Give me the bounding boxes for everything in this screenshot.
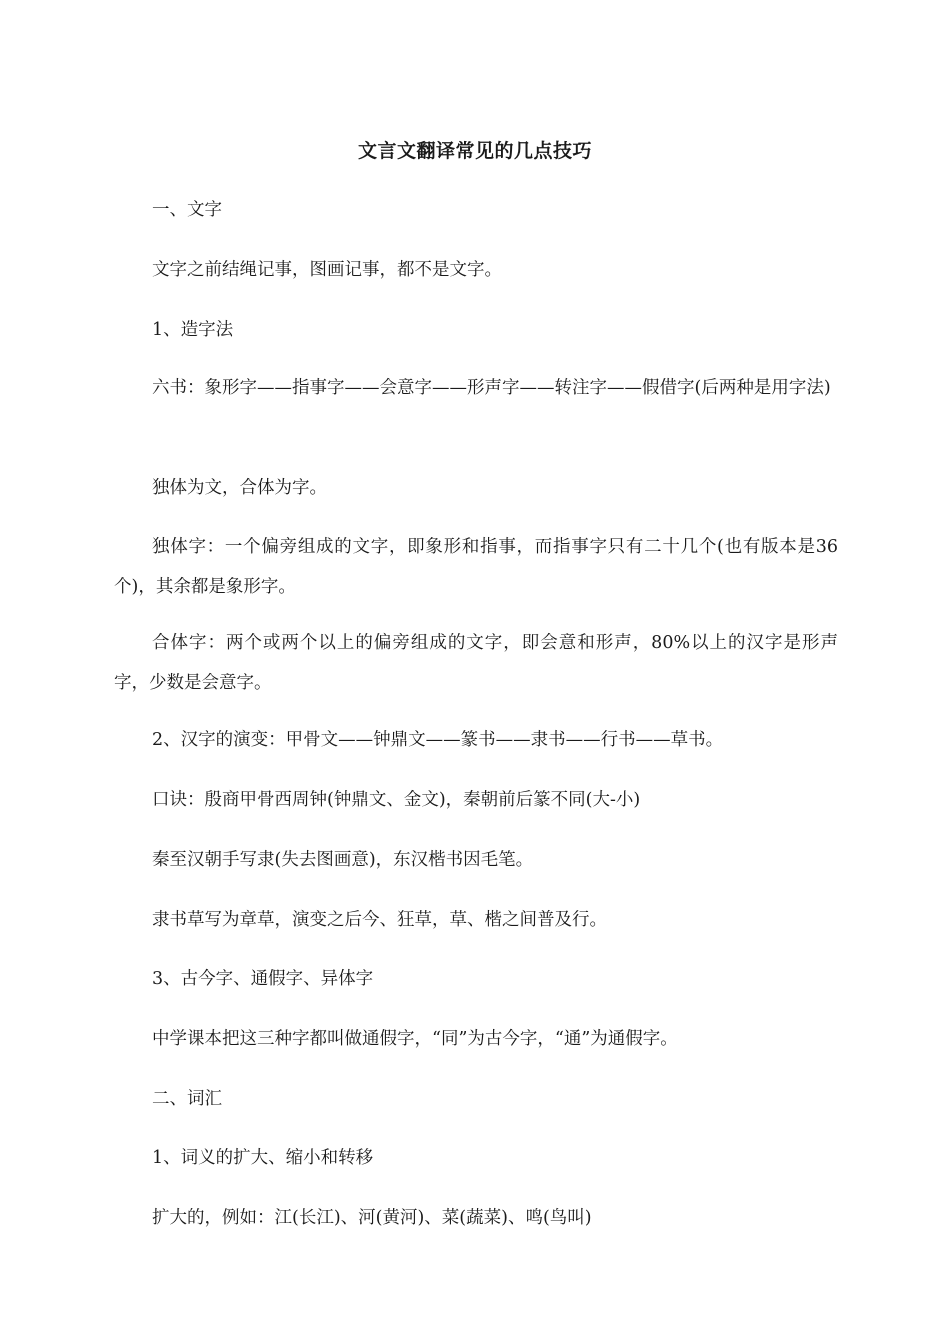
paragraph: 中学课本把这三种字都叫做通假字，“同”为古今字，“通”为通假字。 (152, 1029, 678, 1049)
subheading-evolution: 2、汉字的演变：甲骨文——钟鼎文——篆书——隶书——行书——草书。 (152, 730, 724, 750)
paragraph: 独体字：一个偏旁组成的文字，即象形和指事，而指事字只有二十几个(也有版本是36个)，其余都是象形字。 (114, 537, 838, 597)
subheading-character-types: 3、古今字、通假字、异体字 (152, 969, 374, 989)
subheading-character-formation: 1、造字法 (152, 320, 234, 340)
paragraph: 秦至汉朝手写隶(失去图画意)，东汉楷书因毛笔。 (152, 850, 534, 870)
document-title: 文言文翻译常见的几点技巧 (357, 140, 592, 162)
paragraph: 文字之前结绳记事，图画记事，都不是文字。 (152, 260, 502, 280)
section-heading-writing: 一、文字 (152, 200, 222, 220)
paragraph: 合体字：两个或两个以上的偏旁组成的文字，即会意和形声，80%以上的汉字是形声字，少数是会意字。 (114, 633, 838, 693)
paragraph: 六书：象形字——指事字——会意字——形声字——转注字——假借字(后两种是用字法) (152, 378, 831, 398)
paragraph: 独体为文，合体为字。 (152, 478, 327, 498)
paragraph: 扩大的，例如：江(长江)、河(黄河)、菜(蔬菜)、鸣(鸟叫) (152, 1208, 592, 1228)
paragraph: 隶书草写为章草，演变之后今、狂草，草、楷之间普及行。 (152, 910, 607, 930)
paragraph: 口诀：殷商甲骨西周钟(钟鼎文、金文)，秦朝前后篆不同(大-小) (152, 790, 641, 810)
subheading-meaning-change: 1、词义的扩大、缩小和转移 (152, 1148, 374, 1168)
section-heading-vocabulary: 二、词汇 (152, 1089, 222, 1109)
